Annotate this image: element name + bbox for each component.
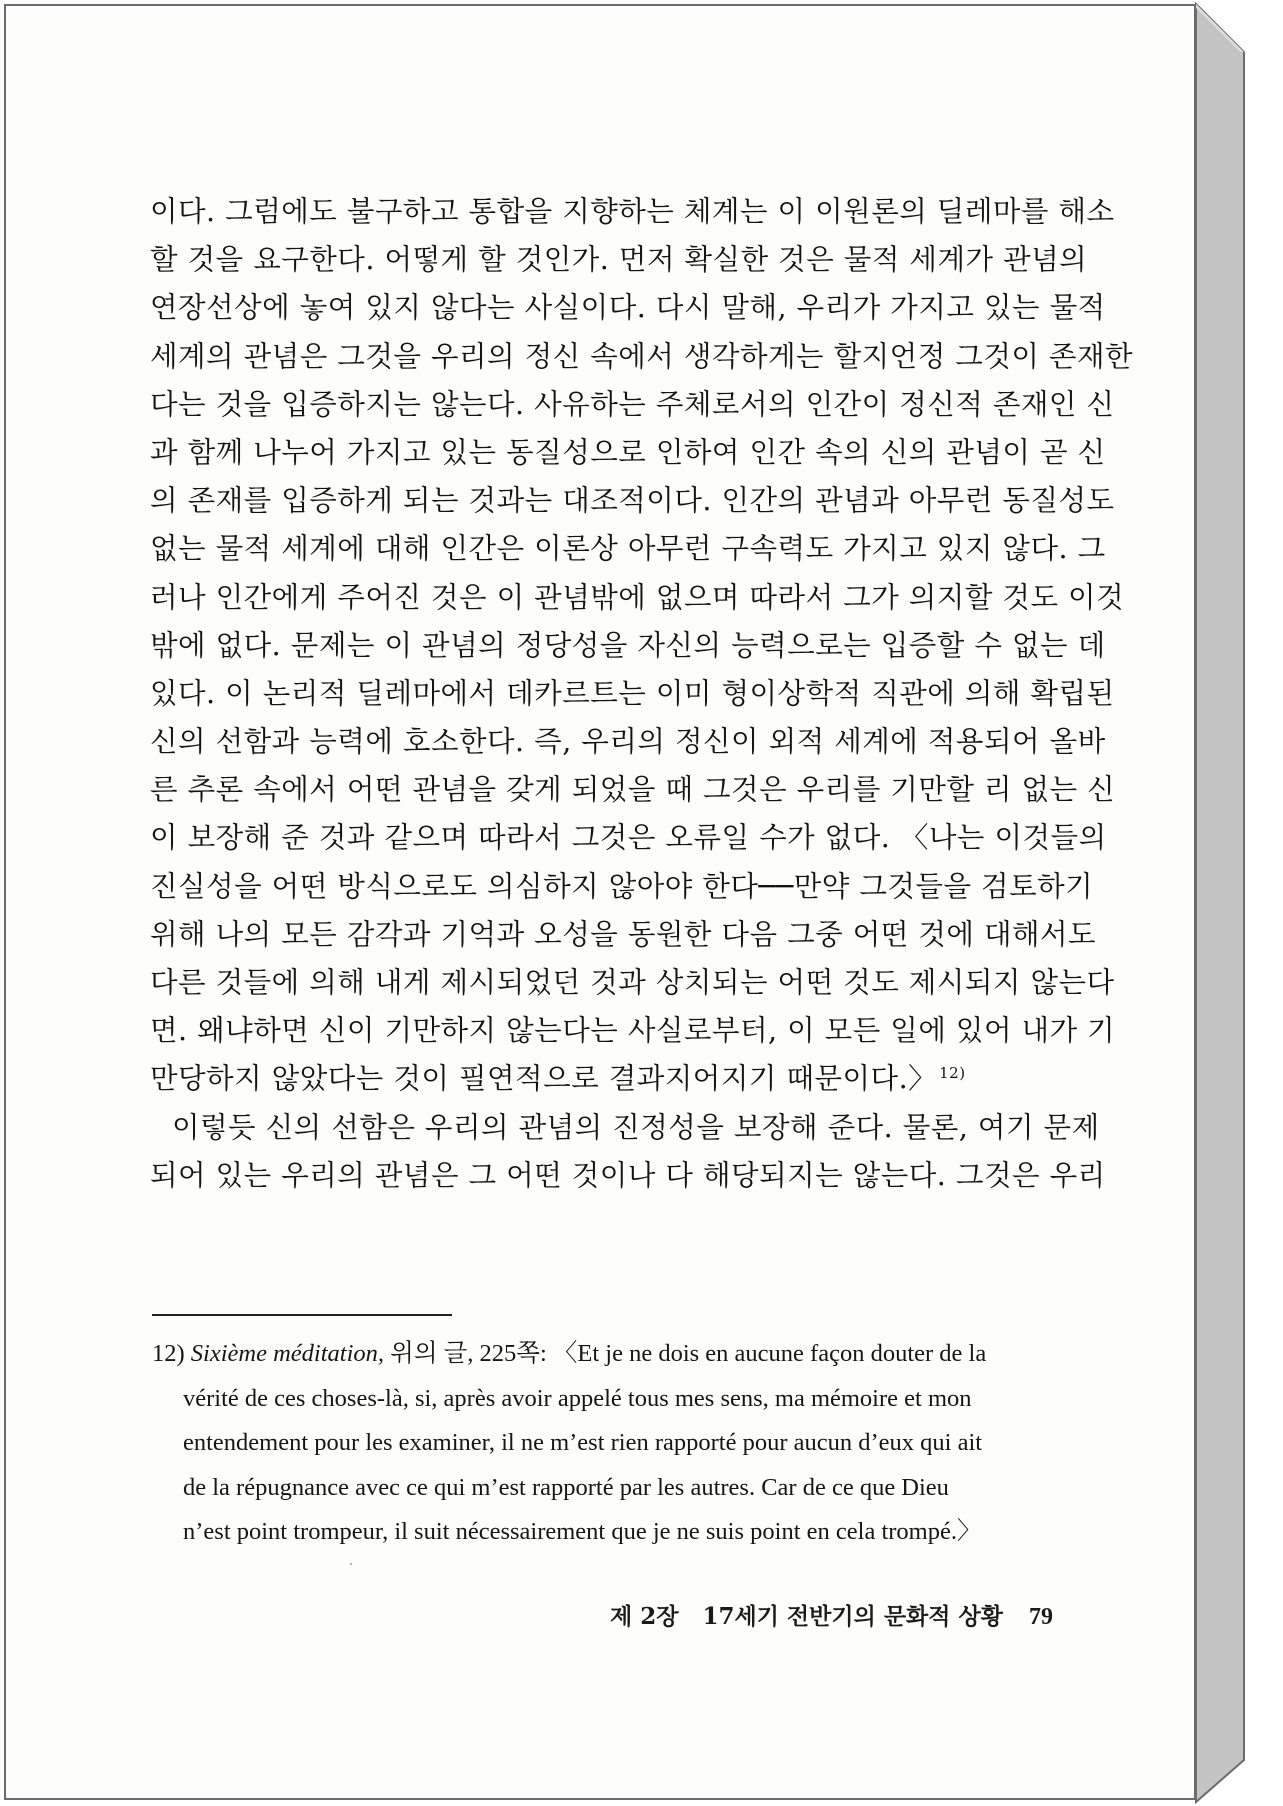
footnote-divider	[152, 1314, 452, 1316]
text-line: 되어 있는 우리의 관념은 그 어떤 것이나 다 해당되지는 않는다. 그것은 우리	[150, 1158, 1106, 1192]
footnote-quote-line: entendement pour les examiner, il ne m’est rien rapporté pour aucun d’eux qui ait	[183, 1429, 983, 1456]
footnote-quote-line: de la répugnance avec ce qui m’est rapporté par les autres. Car de ce que Dieu	[183, 1473, 949, 1501]
text-line: 러나 인간에게 주어진 것은 이 관념밖에 없으며 따라서 그가 의지할 것도 이것	[150, 580, 1125, 614]
text-line: 세계의 관념은 그것을 우리의 정신 속에서 생각하게는 할지언정 그것이 존재한	[150, 339, 1134, 373]
scan-speck	[350, 1563, 352, 1565]
section-title: 17세기 전반기의 문화적 상황	[702, 1603, 1003, 1630]
footnote-first-line	[152, 1332, 1060, 1377]
footnote-source-ref: 위의 글, 225쪽:	[390, 1340, 547, 1367]
text-line: 과 함께 나누어 가지고 있는 동질성으로 인하여 인간 속의 신의 관념이 곧 신	[150, 435, 1106, 469]
footnote	[152, 1332, 1060, 1555]
text-line: 신의 선함과 능력에 호소한다. 즉, 우리의 정신이 외적 세계에 적용되어 올바	[150, 725, 1106, 759]
footnote-quote-line: vérité de ces choses-là, si, après avoir appelé tous mes sens, ma mémoire et mon	[183, 1384, 972, 1412]
text-line: 이 보장해 준 것과 같으며 따라서 그것은 오류일 수가 없다. 〈나는 이것들의	[150, 821, 1107, 855]
text-line: 다는 것을 입증하지는 않는다. 사유하는 주체로서의 인간이 정신적 존재인 신	[150, 387, 1115, 421]
text-line: 연장선상에 놓여 있지 않다는 사실이다. 다시 말해, 우리가 가지고 있는 물적	[150, 291, 1106, 325]
text-line-quote-end	[150, 1055, 1068, 1103]
running-footer	[610, 1598, 1053, 1631]
footnote-source-title: Sixième méditation,	[190, 1340, 385, 1367]
text-line: 진실성을 어떤 방식으로도 의심하지 않아야 한다──만약 그것들을 검토하기	[150, 869, 1094, 903]
text-line: 다른 것들에 의해 내게 제시되었던 것과 상치되는 어떤 것도 제시되지 않는다	[150, 966, 1115, 999]
body-text	[150, 188, 1134, 1200]
text-line-paragraph-start: 이렇듯 신의 선함은 우리의 관념의 진정성을 보장해 준다. 물론, 여기 문제	[172, 1110, 1100, 1144]
quote-end-text: 만당하지 않았다는 것이 필연적으로 결과지어지기 때문이다.〉	[150, 1062, 938, 1096]
footnote-number: 12)	[152, 1340, 185, 1367]
text-line: 면. 왜냐하면 신이 기만하지 않는다는 사실로부터, 이 모든 일에 있어 내가 기	[150, 1014, 1116, 1048]
text-line: 있다. 이 논리적 딜레마에서 데카르트는 이미 형이상학적 직관에 의해 확립된	[150, 676, 1115, 710]
footnote-reference[interactable]: 12)	[939, 1063, 966, 1082]
footnote-quote-line: n’est point trompeur, il suit nécessairement que je ne suis point en cela trompé.〉	[183, 1518, 982, 1545]
text-line: 이다. 그럼에도 불구하고 통합을 지향하는 체계는 이 이원론의 딜레마를 해소	[150, 195, 1115, 228]
chapter-label: 제 2장	[610, 1603, 679, 1630]
page-number: 79	[1028, 1604, 1053, 1630]
text-line: 할 것을 요구한다. 어떻게 할 것인가. 먼저 확실한 것은 물적 세계가 관념의	[150, 243, 1088, 277]
text-line: 밖에 없다. 문제는 이 관념의 정당성을 자신의 능력으로는 입증할 수 없는 데	[150, 628, 1106, 662]
text-line: 위해 나의 모든 감각과 기억과 오성을 동원한 다음 그중 어떤 것에 대해서도	[150, 917, 1097, 951]
footnote-quote-line: 〈Et je ne dois en aucune façon douter de la	[552, 1340, 987, 1367]
text-line: 없는 물적 세계에 대해 인간은 이론상 아무런 구속력도 가지고 있지 않다. 그	[150, 532, 1106, 566]
text-line: 른 추론 속에서 어떤 관념을 갖게 되었을 때 그것은 우리를 기만할 리 없는 신	[150, 773, 1116, 807]
text-line: 의 존재를 입증하게 되는 것과는 대조적이다. 인간의 관념과 아무런 동질성도	[150, 484, 1115, 518]
